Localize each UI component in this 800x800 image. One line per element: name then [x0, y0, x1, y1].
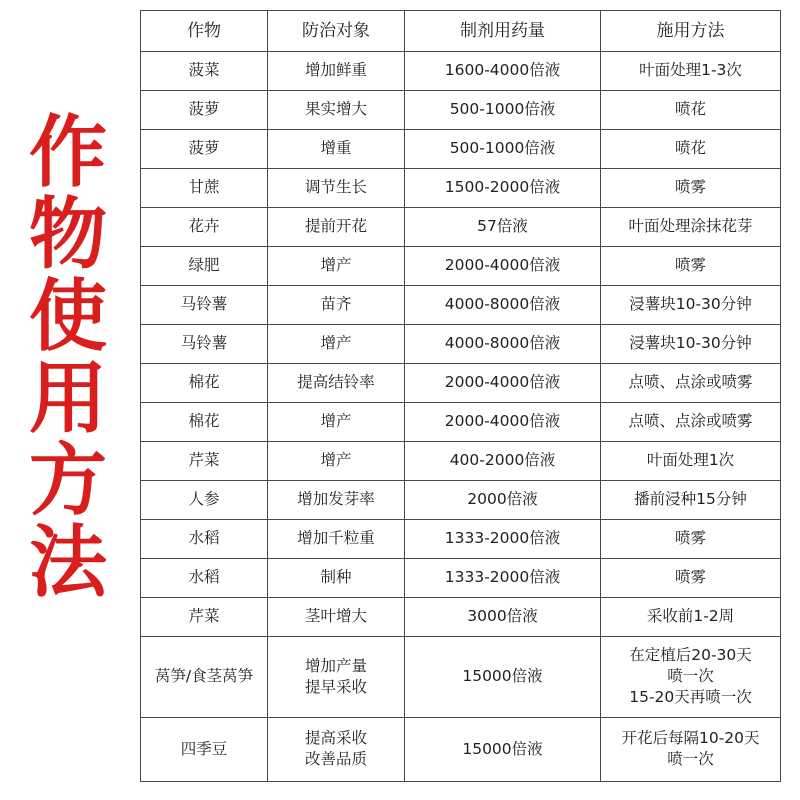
cell-method: 采收前1-2周: [601, 597, 781, 636]
cell-target: 增加鲜重: [268, 52, 405, 91]
side-title-char: 法: [28, 518, 107, 608]
table-row: [141, 441, 781, 480]
side-title: [18, 108, 118, 608]
cell-dosage: 4000-8000倍液: [405, 285, 601, 324]
table-body: [141, 52, 781, 782]
table-row: [141, 558, 781, 597]
header-dosage: 制剂用药量: [405, 11, 601, 52]
cell-target: 调节生长: [268, 168, 405, 207]
cell-dosage: 400-2000倍液: [405, 441, 601, 480]
cell-crop: 花卉: [141, 207, 268, 246]
table-row: [141, 285, 781, 324]
table-row: [141, 246, 781, 285]
cell-dosage: 4000-8000倍液: [405, 324, 601, 363]
cell-method: 浸薯块10-30分钟: [601, 324, 781, 363]
header-method: 施用方法: [601, 11, 781, 52]
cell-dosage: 3000倍液: [405, 597, 601, 636]
cell-method: 叶面处理涂抹花芽: [601, 207, 781, 246]
cell-dosage: 57倍液: [405, 207, 601, 246]
cell-method: 点喷、点涂或喷雾: [601, 363, 781, 402]
cell-dosage: 2000-4000倍液: [405, 246, 601, 285]
side-title-char: 用: [28, 354, 107, 444]
cell-dosage: 1600-4000倍液: [405, 52, 601, 91]
table-row: [141, 597, 781, 636]
table-row: [141, 717, 781, 781]
cell-method: 浸薯块10-30分钟: [601, 285, 781, 324]
table-row: [141, 324, 781, 363]
cell-method: 在定植后20-30天 喷一次 15-20天再喷一次: [601, 636, 781, 717]
table-header-row: [141, 11, 781, 52]
cell-crop: 芹菜: [141, 441, 268, 480]
cell-crop: 棉花: [141, 402, 268, 441]
cell-target: 增产: [268, 441, 405, 480]
table-row: [141, 363, 781, 402]
cell-dosage: 500-1000倍液: [405, 90, 601, 129]
cell-target: 茎叶增大: [268, 597, 405, 636]
cell-target: 提前开花: [268, 207, 405, 246]
cell-crop: 水稻: [141, 558, 268, 597]
cell-method: 喷雾: [601, 558, 781, 597]
table-row: [141, 480, 781, 519]
cell-crop: 绿肥: [141, 246, 268, 285]
cell-method: 喷花: [601, 90, 781, 129]
cell-target: 增加产量 提早采收: [268, 636, 405, 717]
table-row: [141, 90, 781, 129]
side-title-char: 使: [28, 272, 107, 362]
cell-target: 苗齐: [268, 285, 405, 324]
cell-dosage: 1500-2000倍液: [405, 168, 601, 207]
cell-method: 叶面处理1-3次: [601, 52, 781, 91]
cell-target: 增产: [268, 402, 405, 441]
cell-dosage: 500-1000倍液: [405, 129, 601, 168]
cell-target: 提高结铃率: [268, 363, 405, 402]
cell-crop: 四季豆: [141, 717, 268, 781]
cell-dosage: 15000倍液: [405, 717, 601, 781]
cell-method: 喷雾: [601, 519, 781, 558]
cell-method: 喷雾: [601, 246, 781, 285]
cell-crop: 棉花: [141, 363, 268, 402]
cell-crop: 菠萝: [141, 129, 268, 168]
cell-target: 增重: [268, 129, 405, 168]
header-target: 防治对象: [268, 11, 405, 52]
header-crop: 作物: [141, 11, 268, 52]
cell-dosage: 2000倍液: [405, 480, 601, 519]
cell-dosage: 2000-4000倍液: [405, 402, 601, 441]
table-row: [141, 207, 781, 246]
cell-method: 点喷、点涂或喷雾: [601, 402, 781, 441]
cell-crop: 菠萝: [141, 90, 268, 129]
cell-crop: 莴笋/食茎莴笋: [141, 636, 268, 717]
cell-target: 制种: [268, 558, 405, 597]
cell-method: 开花后每隔10-20天 喷一次: [601, 717, 781, 781]
cell-method: 叶面处理1次: [601, 441, 781, 480]
cell-target: 增产: [268, 324, 405, 363]
table-row: [141, 519, 781, 558]
cell-target: 增产: [268, 246, 405, 285]
cell-method: 喷花: [601, 129, 781, 168]
cell-crop: 马铃薯: [141, 324, 268, 363]
side-title-char: 作: [28, 108, 107, 198]
cell-crop: 人参: [141, 480, 268, 519]
cell-crop: 水稻: [141, 519, 268, 558]
table-row: [141, 402, 781, 441]
cell-method: 播前浸种15分钟: [601, 480, 781, 519]
table-row: [141, 168, 781, 207]
table-row: [141, 636, 781, 717]
crop-usage-table: [140, 10, 781, 782]
side-title-char: 物: [28, 190, 107, 280]
cell-target: 果实增大: [268, 90, 405, 129]
side-title-char: 方: [28, 436, 107, 526]
cell-target: 增加发芽率: [268, 480, 405, 519]
cell-method: 喷雾: [601, 168, 781, 207]
cell-crop: 马铃薯: [141, 285, 268, 324]
cell-dosage: 2000-4000倍液: [405, 363, 601, 402]
table-row: [141, 129, 781, 168]
cell-crop: 芹菜: [141, 597, 268, 636]
cell-dosage: 15000倍液: [405, 636, 601, 717]
cell-target: 增加千粒重: [268, 519, 405, 558]
cell-dosage: 1333-2000倍液: [405, 519, 601, 558]
cell-target: 提高采收 改善品质: [268, 717, 405, 781]
cell-crop: 甘蔗: [141, 168, 268, 207]
cell-crop: 菠菜: [141, 52, 268, 91]
cell-dosage: 1333-2000倍液: [405, 558, 601, 597]
table-row: [141, 52, 781, 91]
